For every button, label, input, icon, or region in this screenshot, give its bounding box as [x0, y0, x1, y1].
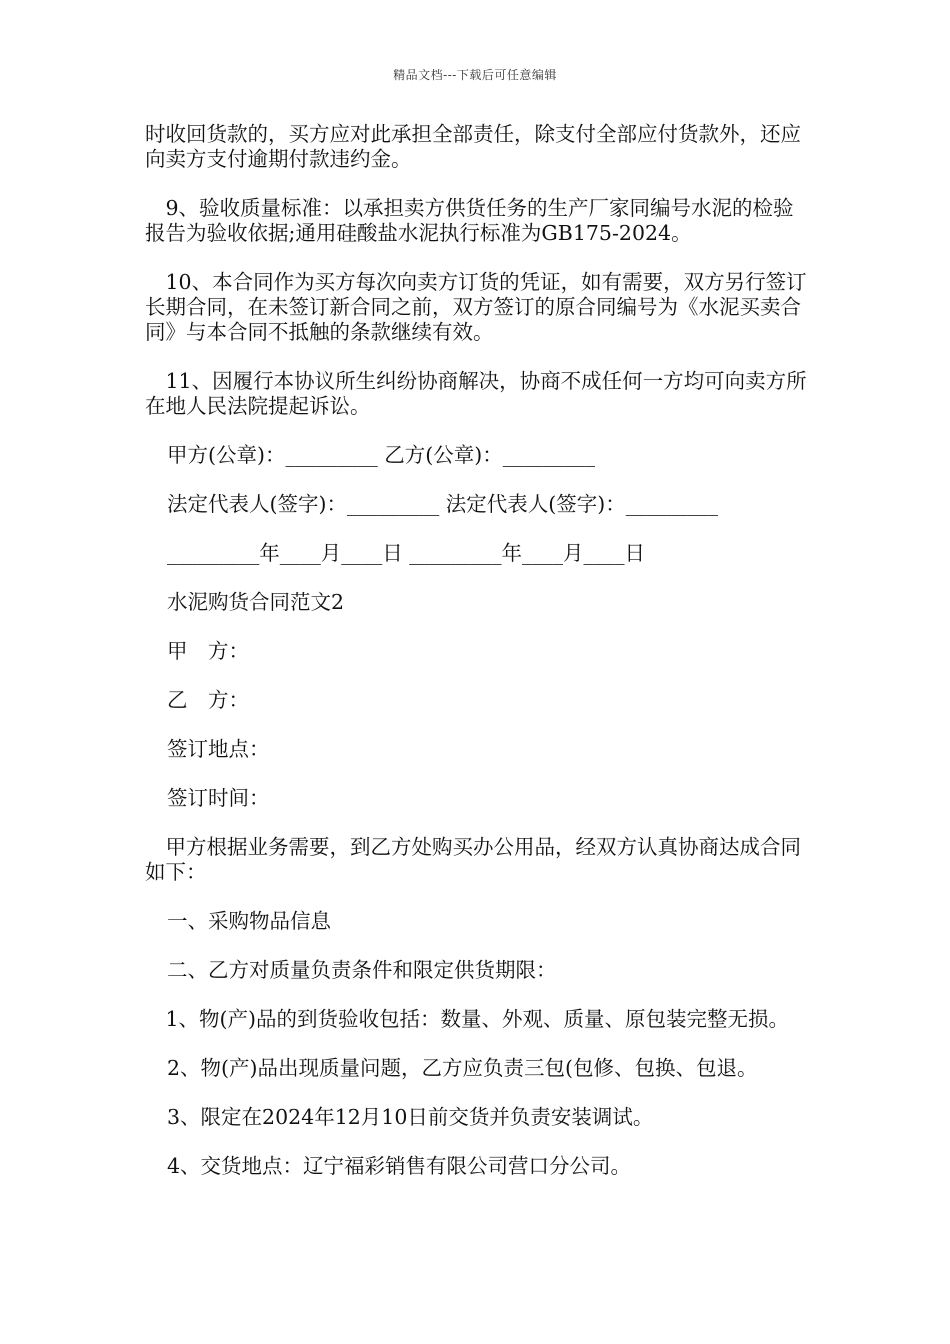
- signature-seal-line: 甲方(公章)：_________ 乙方(公章)：_________: [167, 443, 596, 467]
- paragraph-item-3: 3、限定在2024年12月10日前交货并负责安装调试。: [167, 1105, 654, 1129]
- party-a-field: 甲 方：: [167, 639, 249, 663]
- signature-date-line: _________年____月____日 _________年____月____日: [167, 541, 646, 565]
- paragraph-clause-11: 11、因履行本协议所生纠纷协商解决，协商不成任何一方均可向卖方所在地人民法院提起诉讼。: [145, 369, 807, 418]
- heading-quality-terms: 二、乙方对质量负责条件和限定供货期限：: [167, 958, 557, 982]
- paragraph-clause-9: 9、验收质量标准：以承担卖方供货任务的生产厂家同编号水泥的检验报告为验收依据;通用硅酸盐水泥执行标准为GB175-2024。: [145, 196, 794, 245]
- party-b-field: 乙 方：: [167, 688, 249, 712]
- heading-purchase-info: 一、采购物品信息: [167, 909, 331, 933]
- paragraph-item-2: 2、物(产)品出现质量问题，乙方应负责三包(包修、包换、包退。: [167, 1056, 758, 1080]
- signature-representative-line: 法定代表人(签字)：_________ 法定代表人(签字)：_________: [167, 492, 719, 516]
- paragraph-payment-liability: 时收回货款的，买方应对此承担全部责任，除支付全部应付货款外，还应向卖方支付逾期付款违约金。: [145, 122, 801, 171]
- paragraph-intro: 甲方根据业务需要，到乙方处购买办公用品，经双方认真协商达成合同如下：: [145, 835, 801, 884]
- signing-place-field: 签订地点：: [167, 737, 270, 761]
- paragraph-item-4: 4、交货地点：辽宁福彩销售有限公司营口分公司。: [167, 1154, 632, 1178]
- section-title: 水泥购货合同范文2: [167, 590, 345, 614]
- page-header: 精品文档---下载后可任意编辑: [393, 68, 557, 82]
- document-body: [145, 122, 810, 1203]
- paragraph-clause-10: 10、本合同作为买方每次向卖方订货的凭证，如有需要，双方另行签订长期合同，在未签订新合同之前，双方签订的原合同编号为《水泥买卖合同》与本合同不抵触的条款继续有效。: [145, 270, 807, 344]
- paragraph-item-1: 1、物(产)品的到货验收包括：数量、外观、质量、原包装完整无损。: [145, 1007, 790, 1031]
- signing-time-field: 签订时间：: [167, 786, 270, 810]
